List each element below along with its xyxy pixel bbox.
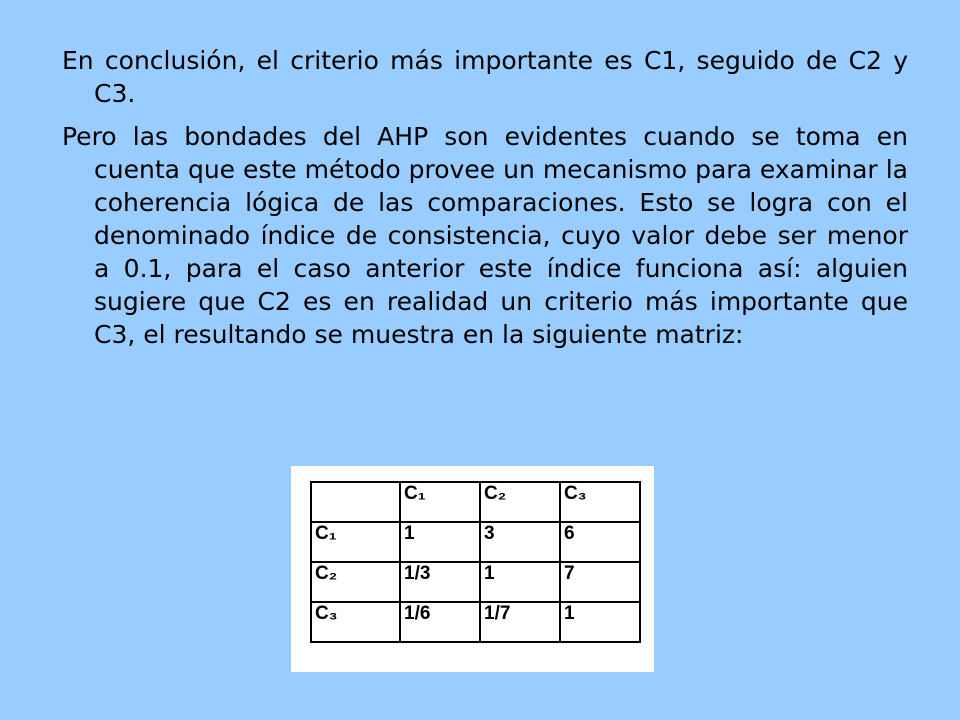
matrix-header-cell: C₃ [560, 482, 640, 522]
matrix-header-row [311, 482, 640, 522]
matrix-cell: 3 [480, 522, 560, 562]
matrix-cell: 1 [480, 562, 560, 602]
matrix-row [311, 522, 640, 562]
matrix-row-label: C₂ [311, 562, 400, 602]
matrix-row-label: C₃ [311, 602, 400, 642]
matrix-cell: 1/6 [400, 602, 480, 642]
consistency-paragraph: Pero las bondades del AHP son evidentes cuando se toma en cuenta que este método provee un mecanismo para examinar la coherencia lógica de las comparaciones. Esto se logra con el denominado índice de consistencia, cuyo valor debe ser menor a 0.1, para el caso anterior este índice funciona así: alguien sugiere que C2 es en realidad un criterio más importante que C3, el resultando se muestra en la siguiente matriz: [62, 122, 908, 349]
matrix-corner-cell [311, 482, 400, 522]
matrix-header-cell: C₁ [400, 482, 480, 522]
matrix-row [311, 562, 640, 602]
matrix-cell: 1 [560, 602, 640, 642]
conclusion-paragraph: En conclusión, el criterio más importante es C1, seguido de C2 y C3. [62, 46, 908, 108]
matrix-row [311, 602, 640, 642]
matrix-cell: 1/3 [400, 562, 480, 602]
matrix-cell: 1/7 [480, 602, 560, 642]
matrix-header-cell: C₂ [480, 482, 560, 522]
matrix-cell: 7 [560, 562, 640, 602]
slide-text [62, 44, 908, 361]
matrix-cell: 6 [560, 522, 640, 562]
matrix-cell: 1 [400, 522, 480, 562]
comparison-matrix [310, 481, 641, 643]
matrix-row-label: C₁ [311, 522, 400, 562]
comparison-matrix-figure [291, 466, 654, 672]
